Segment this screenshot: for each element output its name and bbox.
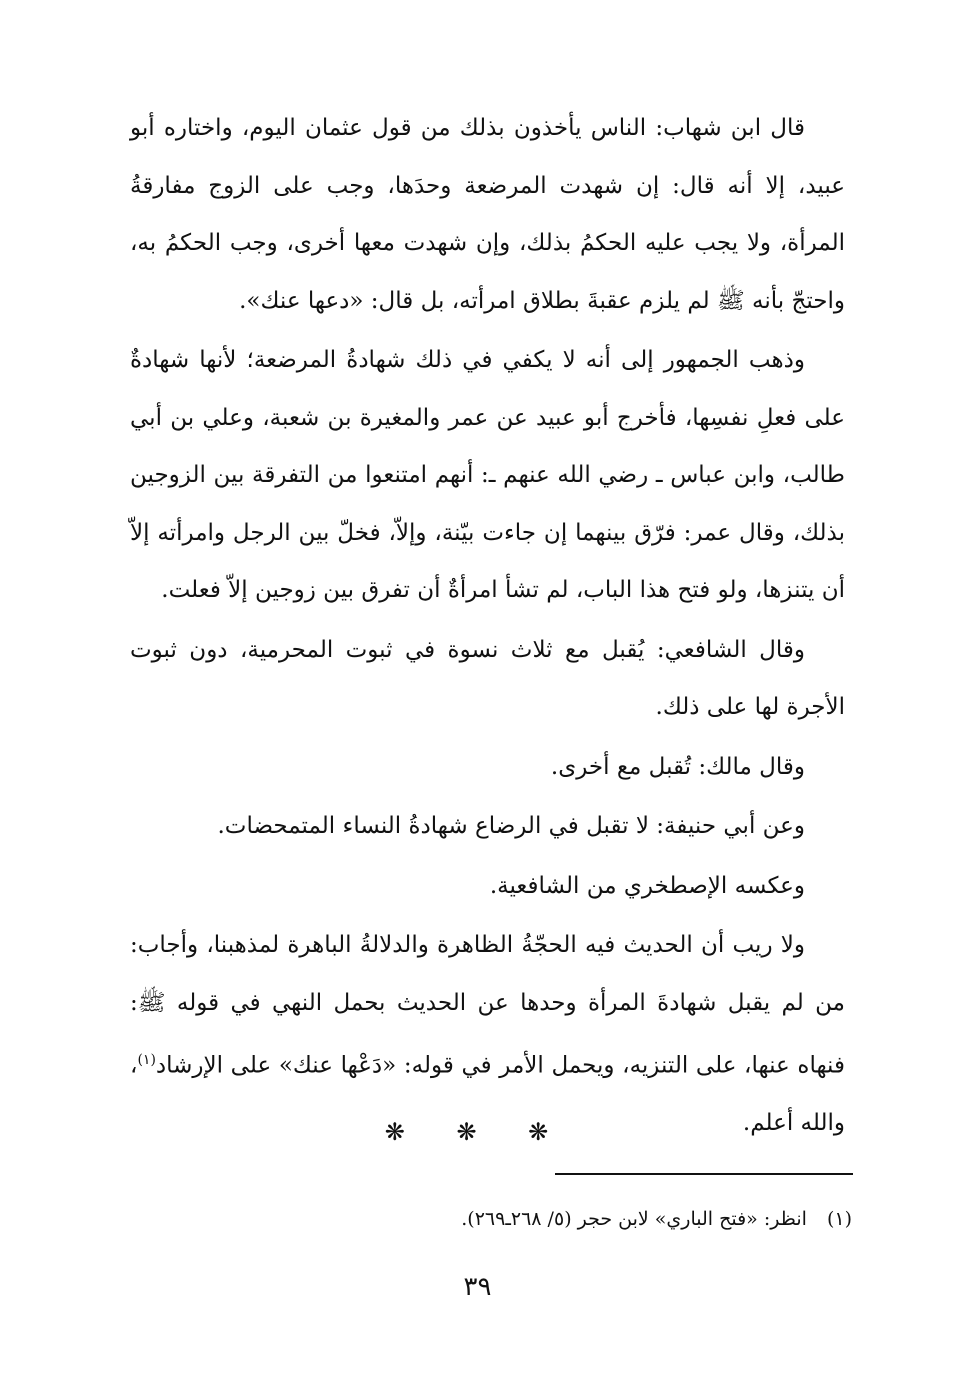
paragraph-7-end: ، والله أعلم. bbox=[130, 1052, 845, 1137]
footnote-divider bbox=[555, 1173, 853, 1175]
paragraph-2: وذهب الجمهور إلى أنه لا يكفي في ذلك شهادةُ المرضعة؛ لأنها شهادةٌ على فعلِ نفسِها، فأخرج أبو عبيد عن عمر والمغيرة بن شعبة، وعلي بن أبي طالب، وابن عباس ـ رضي الله عنهم ـ: أنهم امتنعوا من التفرقة بين الزوجين بذلك، وقال عمر: فرّق بينهما إن جاءت بيّنة، وإلاّ، فخلّ بين الرجل وامرأته إلاّ أن يتنزها، ولو فتح هذا الباب، لم تشأ امرأةٌ أن تفرق بين زوجين إلاّ فعلت. bbox=[130, 347, 845, 603]
paragraph-3: وقال الشافعي: يُقبل مع ثلاث نسوة في ثبوت المحرمية، دون ثبوت الأجرة لها على ذلك. bbox=[130, 636, 845, 720]
paragraph-6: وعكسه الإصطخري من الشافعية. bbox=[489, 872, 805, 899]
page-number: ٣٩ bbox=[463, 1272, 492, 1302]
footnote-text: انظر: «فتح الباري» لابن حجر (٥/ ٢٦٨ـ٢٦٩). bbox=[461, 1208, 807, 1230]
footnote-number: (١) bbox=[826, 1208, 852, 1230]
paragraph-1: قال ابن شهاب: الناس يأخذون بذلك من قول عثمان اليوم، واختاره أبو عبيد، إلا أنه قال: إن شهدت المرضعة وحدَها، وجب على الزوج مفارقةُ المرأة، ولا يجب عليه الحكمُ بذلك، وإن شهدت معها أخرى، وجب الحكمُ به، واحتجّ بأنه ﷺ لم يلزم عقبةَ بطلاق امرأته، بل قال: «دعها عنك». bbox=[130, 115, 845, 314]
main-text bbox=[130, 100, 845, 1155]
paragraph-4: وقال مالك: تُقبل مع أخرى. bbox=[550, 753, 805, 780]
section-separator: ❋ ❋ ❋ bbox=[384, 1118, 571, 1146]
paragraph-7-text: ولا ريب أن الحديث فيه الحجّةُ الظاهرة والدلالةُ الباهرة لمذهبنا، وأجاب: من لم يقبل شهادةَ المرأة وحدها عن الحديث بحمل النهي في قوله ﷺ: فنهاه عنها، على التنزيه، ويحمل الأمر في قوله: «دَعْها عنك» على الإرشاد bbox=[130, 932, 845, 1079]
footnote-reference: (١) bbox=[137, 1052, 156, 1068]
footnote bbox=[130, 1203, 852, 1235]
paragraph-5: وعن أبي حنيفة: لا تقبل في الرضاع شهادةُ النساء المتمحضات. bbox=[217, 813, 805, 839]
